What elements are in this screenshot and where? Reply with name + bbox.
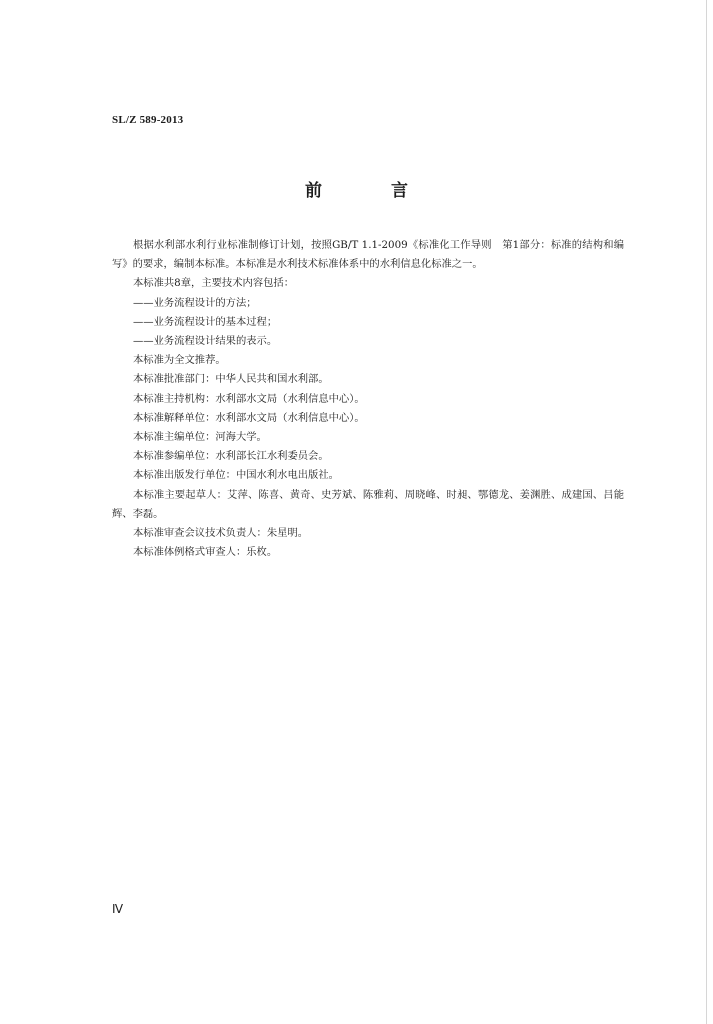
page-number: Ⅳ — [112, 902, 124, 916]
standard-code-header: SL/Z 589-2013 — [112, 114, 184, 126]
publisher: 本标准出版发行单位：中国水利水电出版社。 — [133, 469, 339, 482]
main-drafters: 本标准主要起草人：艾萍、陈喜、黄奇、史芳斌、陈雅莉、周晓峰、时昶、鄂德龙、姜渊胜、成建国、吕能辉、李磊。 — [112, 488, 624, 520]
recommendation-statement: 本标准为全文推荐。 — [133, 354, 226, 367]
page-edge-line — [706, 0, 707, 1024]
preface-body — [112, 236, 624, 562]
chief-editing-unit: 本标准主编单位：河海大学。 — [133, 431, 267, 444]
content-summary: 本标准共8章，主要技术内容包括： — [133, 277, 295, 290]
page-title: 前 言 — [305, 181, 434, 201]
approving-department: 本标准批准部门：中华人民共和国水利部。 — [133, 373, 329, 386]
list-item: ——业务流程设计的方法； — [133, 296, 257, 309]
participating-unit: 本标准参编单位：水利部长江水利委员会。 — [133, 450, 329, 463]
list-item: ——业务流程设计的基本过程； — [133, 315, 278, 328]
format-reviewer: 本标准体例格式审查人：乐枚。 — [133, 546, 278, 559]
list-item: ——业务流程设计结果的表示。 — [133, 335, 278, 348]
intro-paragraph: 根据水利部水利行业标准制修订计划，按照GB/T 1.1-2009《标准化工作导则 第1部分：标准的结构和编写》的要求，编制本标准。本标准是水利技术标准体系中的水利信息化标准之一。 — [112, 239, 624, 271]
interpreting-unit: 本标准解释单位：水利部水文局（水利信息中心）。 — [133, 411, 365, 424]
presiding-organization: 本标准主持机构：水利部水文局（水利信息中心）。 — [133, 392, 365, 405]
technical-reviewer: 本标准审查会议技术负责人：朱星明。 — [133, 527, 309, 540]
